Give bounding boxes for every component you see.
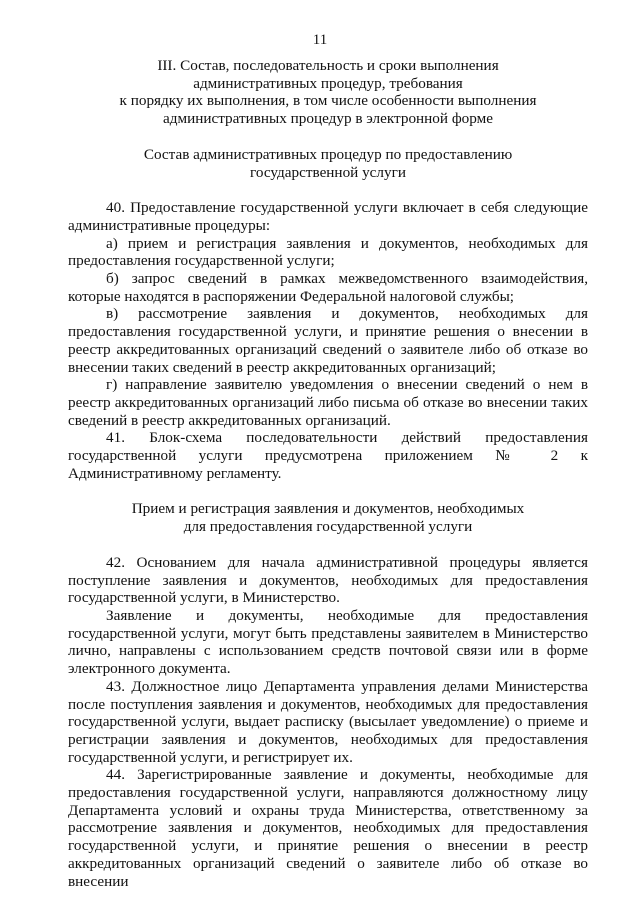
paragraph-44: 44. Зарегистрированные заявление и документы, необходимые для предоставления государственной услуги, направляются должностному лицу Департамента условий и охраны труда Министерства, ответственному за рассмотрение заявления и документов, необходимых для предоставления государственной услуги, и принятие решения о внесении в реестр аккредитованных организаций сведений о заявителе либо об отказе во внесении <box>68 766 588 890</box>
paragraph-42-continued: Заявление и документы, необходимые для предоставления государственной услуги, могут быть представлены заявителем в Министерство лично, направлены с использованием средств почтовой связи или в форме электронного документа. <box>68 606 588 678</box>
section-heading <box>68 57 588 128</box>
subheading-reception <box>68 500 588 535</box>
subheading-line: Прием и регистрация заявления и документов, необходимых <box>131 500 525 518</box>
page-number: 11 <box>312 32 328 48</box>
subheading-composition <box>68 146 588 181</box>
list-item-b: б) запрос сведений в рамках межведомственного взаимодействия, которые находятся в распоряжении Федеральной налоговой службы; <box>68 270 588 305</box>
list-item-v: в) рассмотрение заявления и документов, необходимых для предоставления государственной услуги, и принятие решения о внесении в реестр аккредитованных организаций сведений о заявителе либо об отказе во внесении таких сведений в реестр аккредитованных организаций; <box>68 305 588 376</box>
section-heading-line: административных процедур, требования <box>193 74 463 92</box>
list-item-a: а) прием и регистрация заявления и документов, необходимых для предоставления государственной услуги; <box>68 234 588 270</box>
subheading-line: Состав административных процедур по предоставлению <box>143 145 513 163</box>
paragraph-42: 42. Основанием для начала административной процедуры является поступление заявления и документов, необходимых для предоставления государственной услуги, в Министерство. <box>68 553 588 607</box>
subheading-line: для предоставления государственной услуги <box>183 518 473 536</box>
paragraph-40: 40. Предоставление государственной услуги включает в себя следующие административные процедуры: <box>68 199 588 234</box>
list-item-g: г) направление заявителю уведомления о внесении сведений о нем в реестр аккредитованных организаций либо письма об отказе во внесении таких сведений в реестр аккредитованных организаций. <box>68 376 588 429</box>
document-body <box>68 57 588 890</box>
section-heading-line: к порядку их выполнения, в том числе особенности выполнения <box>119 92 537 110</box>
paragraph-41: 41. Блок-схема последовательности действий предоставления государственной услуги предусмотрена приложением № 2 к Административному регламенту. <box>68 429 588 482</box>
section-heading-line: административных процедур в электронной форме <box>163 110 493 128</box>
section-heading-line: III. Состав, последовательность и сроки выполнения <box>157 57 499 74</box>
paragraph-43: 43. Должностное лицо Департамента управления делами Министерства после поступления заявления и документов, необходимых для предоставления государственной услуги, выдает расписку (высылает уведомление) о приеме и регистрации заявления и документов, необходимых для предоставления государственной услуги, и регистрирует их. <box>68 677 588 766</box>
subheading-line: государственной услуги <box>250 163 406 181</box>
